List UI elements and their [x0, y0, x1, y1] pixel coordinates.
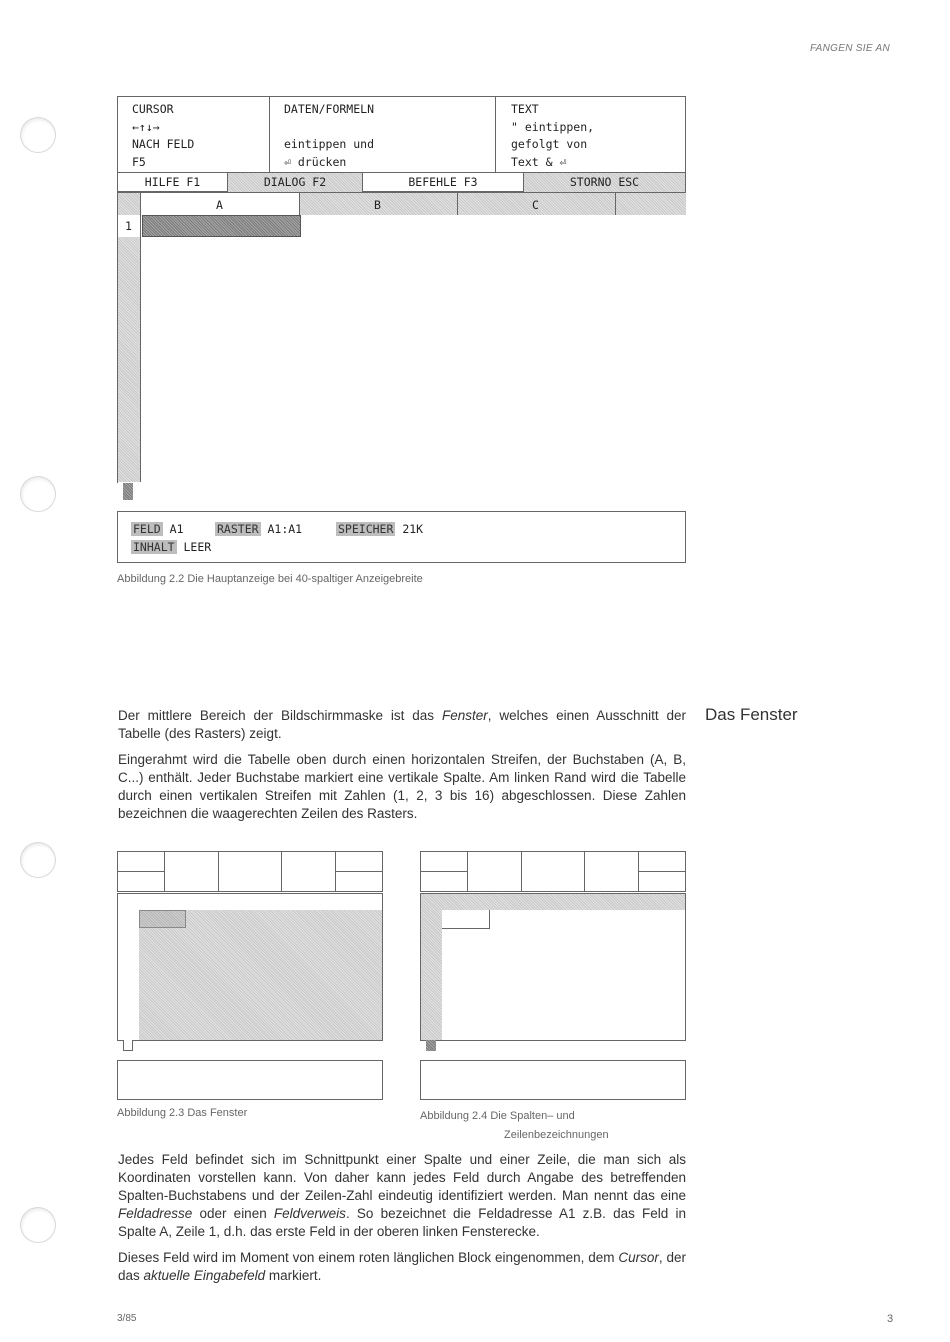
- feld-value: A1: [169, 522, 184, 536]
- paragraph: Eingerahmt wird die Tabelle oben durch einen horizontalen Streifen, der Buchstaben (A, B, C...) enthält. Jeder Buchstabe markiert eine vertikale Spalte. Am linken Rand wird die Tabelle durch einen vertikalen Streifen mit Zahlen (1, 2, 3 bis 16) abgeschlossen. Diese Zahlen bezeichnen die waagerechten Zeilen des Rasters.: [118, 752, 686, 821]
- paragraph: Dieses Feld wird im Moment von einem roten länglichen Block eingenommen, dem Cursor, der das aktuelle Eingabefeld markiert.: [118, 1250, 687, 1283]
- punch-hole: [21, 118, 55, 152]
- figure-caption-2-4: Abbildung 2.4 Die Spalten– und Zeilenbezeichnungen: [420, 1110, 609, 1141]
- punch-hole: [21, 1208, 55, 1242]
- paragraph: Der mittlere Bereich der Bildschirmmaske ist das Fenster, welches einen Ausschnitt der Tabelle (des Rasters) zeigt.: [118, 708, 686, 741]
- side-heading: Das Fenster: [705, 705, 798, 724]
- page-number: 3: [887, 1313, 894, 1325]
- column-label-c: C: [532, 198, 539, 212]
- paragraph: Jedes Feld befindet sich im Schnittpunkt einer Spalte und einer Zeile, die man sich als Koordinaten vorstellen kann. Von daher kann jedes Feld durch Angabe des betreffenden Spalten-Buchstabens und der Zeilen-Zahl eindeutig identifiziert werden. Man nennt das eine Feldadresse oder einen Feldverweis. So bezeichnet die Feldadresse A1 z.B. das Feld in Spalte A, Zeile 1, d.h. das erste Feld in der oberen linken Fensterecke.: [118, 1152, 686, 1239]
- footer-date: 3/85: [117, 1313, 137, 1324]
- status-line-2: [131, 538, 211, 556]
- data-help: DATEN/FORMELN eintippen und ⏎ drücken: [284, 102, 375, 169]
- cursor-help: CURSOR ←↑↓→ NACH FELD F5: [132, 102, 195, 169]
- figure-caption-2-2: Abbildung 2.2 Die Hauptanzeige bei 40-spaltiger Anzeigebreite: [117, 573, 423, 585]
- inhalt-value: LEER: [183, 540, 212, 554]
- row-number-1: 1: [125, 219, 132, 233]
- section-text-2: [118, 1151, 686, 1285]
- raster-label: RASTER: [217, 522, 259, 536]
- key-storno-esc: STORNO ESC: [524, 173, 685, 192]
- inhalt-label: INHALT: [133, 540, 175, 554]
- section-text: [118, 707, 686, 823]
- text-help: TEXT " eintippen, gefolgt von Text & ⏎: [511, 102, 595, 169]
- speicher-value: 21K: [402, 522, 424, 536]
- key-befehle-f3: BEFEHLE F3: [408, 175, 478, 189]
- column-header-strip: [141, 193, 686, 215]
- cell-cursor-a1: [142, 215, 301, 237]
- row-heading-strip: [421, 910, 442, 1040]
- feld-label: FELD: [133, 522, 161, 536]
- column-label-b: B: [374, 198, 381, 212]
- speicher-label: SPEICHER: [338, 522, 394, 536]
- column-label-a: A: [216, 198, 223, 212]
- row-strip-end: [123, 483, 133, 500]
- window-area: [139, 910, 382, 1040]
- figure-caption-2-3: Abbildung 2.3 Das Fenster: [117, 1107, 248, 1119]
- running-header: FANGEN SIE AN: [810, 43, 891, 54]
- key-help-f1: HILFE F1: [144, 175, 201, 189]
- status-line-1: [131, 520, 184, 538]
- key-dialog-f2: DIALOG F2: [228, 173, 362, 192]
- punch-hole: [21, 477, 55, 511]
- punch-hole: [21, 843, 55, 877]
- column-heading-strip: [421, 894, 685, 910]
- raster-value: A1:A1: [267, 522, 303, 536]
